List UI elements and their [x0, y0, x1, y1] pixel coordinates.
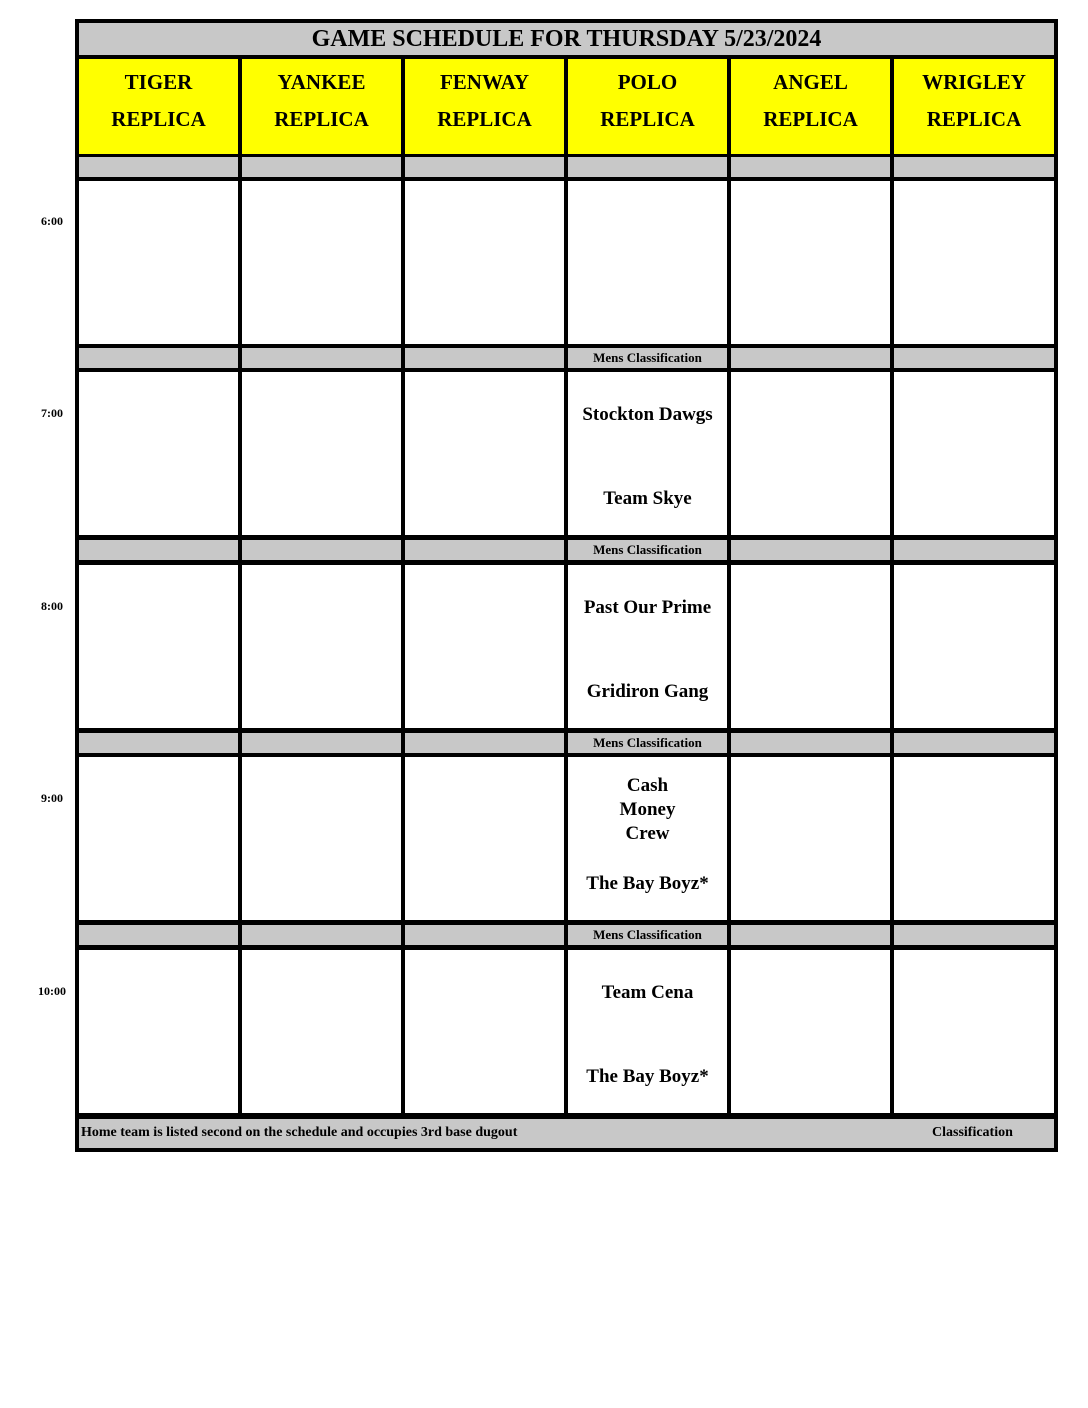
field-name: ANGEL — [773, 70, 848, 94]
game-cell — [894, 757, 1054, 920]
separator-cell — [731, 733, 890, 753]
game-cell-polo — [568, 950, 727, 1113]
away-team: Team Cena — [601, 982, 694, 1003]
schedule-table — [75, 19, 1058, 1152]
time-label: 8:00 — [41, 599, 63, 613]
field-name: POLO — [617, 70, 678, 94]
field-subtitle: REPLICA — [926, 107, 1022, 131]
home-team-note: Home team is listed second on the schedule and occupies 3rd base dugout — [81, 1125, 518, 1140]
classification-label: Mens Classification — [568, 540, 727, 560]
separator-cell — [731, 157, 890, 177]
game-cell — [731, 565, 890, 728]
separator-cell — [894, 348, 1054, 368]
classification-label: Mens Classification — [568, 925, 727, 945]
time-label: 10:00 — [38, 984, 66, 998]
separator-cell — [242, 157, 401, 177]
game-cell — [79, 181, 238, 344]
separator-cell — [405, 733, 564, 753]
game-cell — [405, 372, 564, 535]
field-header-wrigley — [894, 59, 1054, 154]
game-cell — [79, 950, 238, 1113]
separator-cell — [79, 733, 238, 753]
separator-cell — [894, 157, 1054, 177]
game-cell — [242, 372, 401, 535]
field-subtitle: REPLICA — [274, 107, 369, 131]
home-team: The Bay Boyz* — [586, 873, 709, 894]
separator-cell — [242, 925, 401, 945]
footer-note-bar — [79, 1119, 1054, 1148]
home-team: The Bay Boyz* — [586, 1066, 709, 1087]
separator-cell — [731, 540, 890, 560]
game-cell — [242, 950, 401, 1113]
separator-cell — [79, 925, 238, 945]
field-name: FENWAY — [439, 70, 530, 94]
time-label: 7:00 — [41, 406, 63, 420]
field-subtitle: REPLICA — [111, 107, 206, 131]
field-header-angel — [731, 59, 890, 154]
field-name: TIGER — [124, 70, 193, 94]
separator-cell — [79, 348, 238, 368]
game-cell — [731, 950, 890, 1113]
away-team: Cash Money Crew — [619, 775, 676, 844]
separator-cell — [894, 733, 1054, 753]
field-subtitle: REPLICA — [763, 107, 858, 131]
game-cell — [405, 950, 564, 1113]
separator-cell — [405, 540, 564, 560]
away-team: Stockton Dawgs — [582, 404, 713, 425]
classification-label: Mens Classification — [568, 348, 727, 368]
game-cell — [242, 565, 401, 728]
separator-cell — [242, 348, 401, 368]
separator-cell — [894, 540, 1054, 560]
separator-cell — [79, 157, 238, 177]
separator-cell — [405, 157, 564, 177]
separator-cell — [405, 925, 564, 945]
game-cell-polo — [568, 565, 727, 728]
game-cell — [731, 757, 890, 920]
separator-cell — [242, 540, 401, 560]
game-cell — [405, 565, 564, 728]
time-label: 9:00 — [41, 791, 63, 805]
field-subtitle: REPLICA — [437, 107, 532, 131]
game-cell — [894, 950, 1054, 1113]
field-header-polo — [568, 59, 727, 154]
field-subtitle: REPLICA — [600, 107, 695, 131]
home-team: Gridiron Gang — [586, 681, 709, 702]
field-name: WRIGLEY — [922, 70, 1026, 94]
page-title: GAME SCHEDULE FOR THURSDAY 5/23/2024 — [79, 23, 1054, 55]
game-cell — [894, 565, 1054, 728]
separator-cell — [79, 540, 238, 560]
field-header-yankee — [242, 59, 401, 154]
separator-cell — [405, 348, 564, 368]
game-cell — [242, 181, 401, 344]
time-label: 6:00 — [41, 214, 63, 228]
separator-cell — [894, 925, 1054, 945]
game-cell — [79, 565, 238, 728]
game-cell — [894, 181, 1054, 344]
game-cell — [568, 181, 727, 344]
separator-cell — [242, 733, 401, 753]
separator-cell — [568, 157, 727, 177]
separator-cell — [731, 925, 890, 945]
game-cell — [79, 757, 238, 920]
away-team: Past Our Prime — [583, 597, 712, 618]
game-cell — [894, 372, 1054, 535]
game-cell-polo — [568, 757, 727, 920]
separator-cell — [731, 348, 890, 368]
field-header-fenway — [405, 59, 564, 154]
home-team: Team Skye — [603, 488, 692, 509]
game-cell — [731, 372, 890, 535]
classification-label: Mens Classification — [568, 733, 727, 753]
field-name: YANKEE — [277, 70, 366, 94]
game-cell-polo — [568, 372, 727, 535]
classification-legend: Classification — [932, 1125, 1013, 1140]
game-cell — [242, 757, 401, 920]
game-cell — [79, 372, 238, 535]
game-cell — [405, 757, 564, 920]
field-header-tiger — [79, 59, 238, 154]
game-cell — [731, 181, 890, 344]
game-cell — [405, 181, 564, 344]
